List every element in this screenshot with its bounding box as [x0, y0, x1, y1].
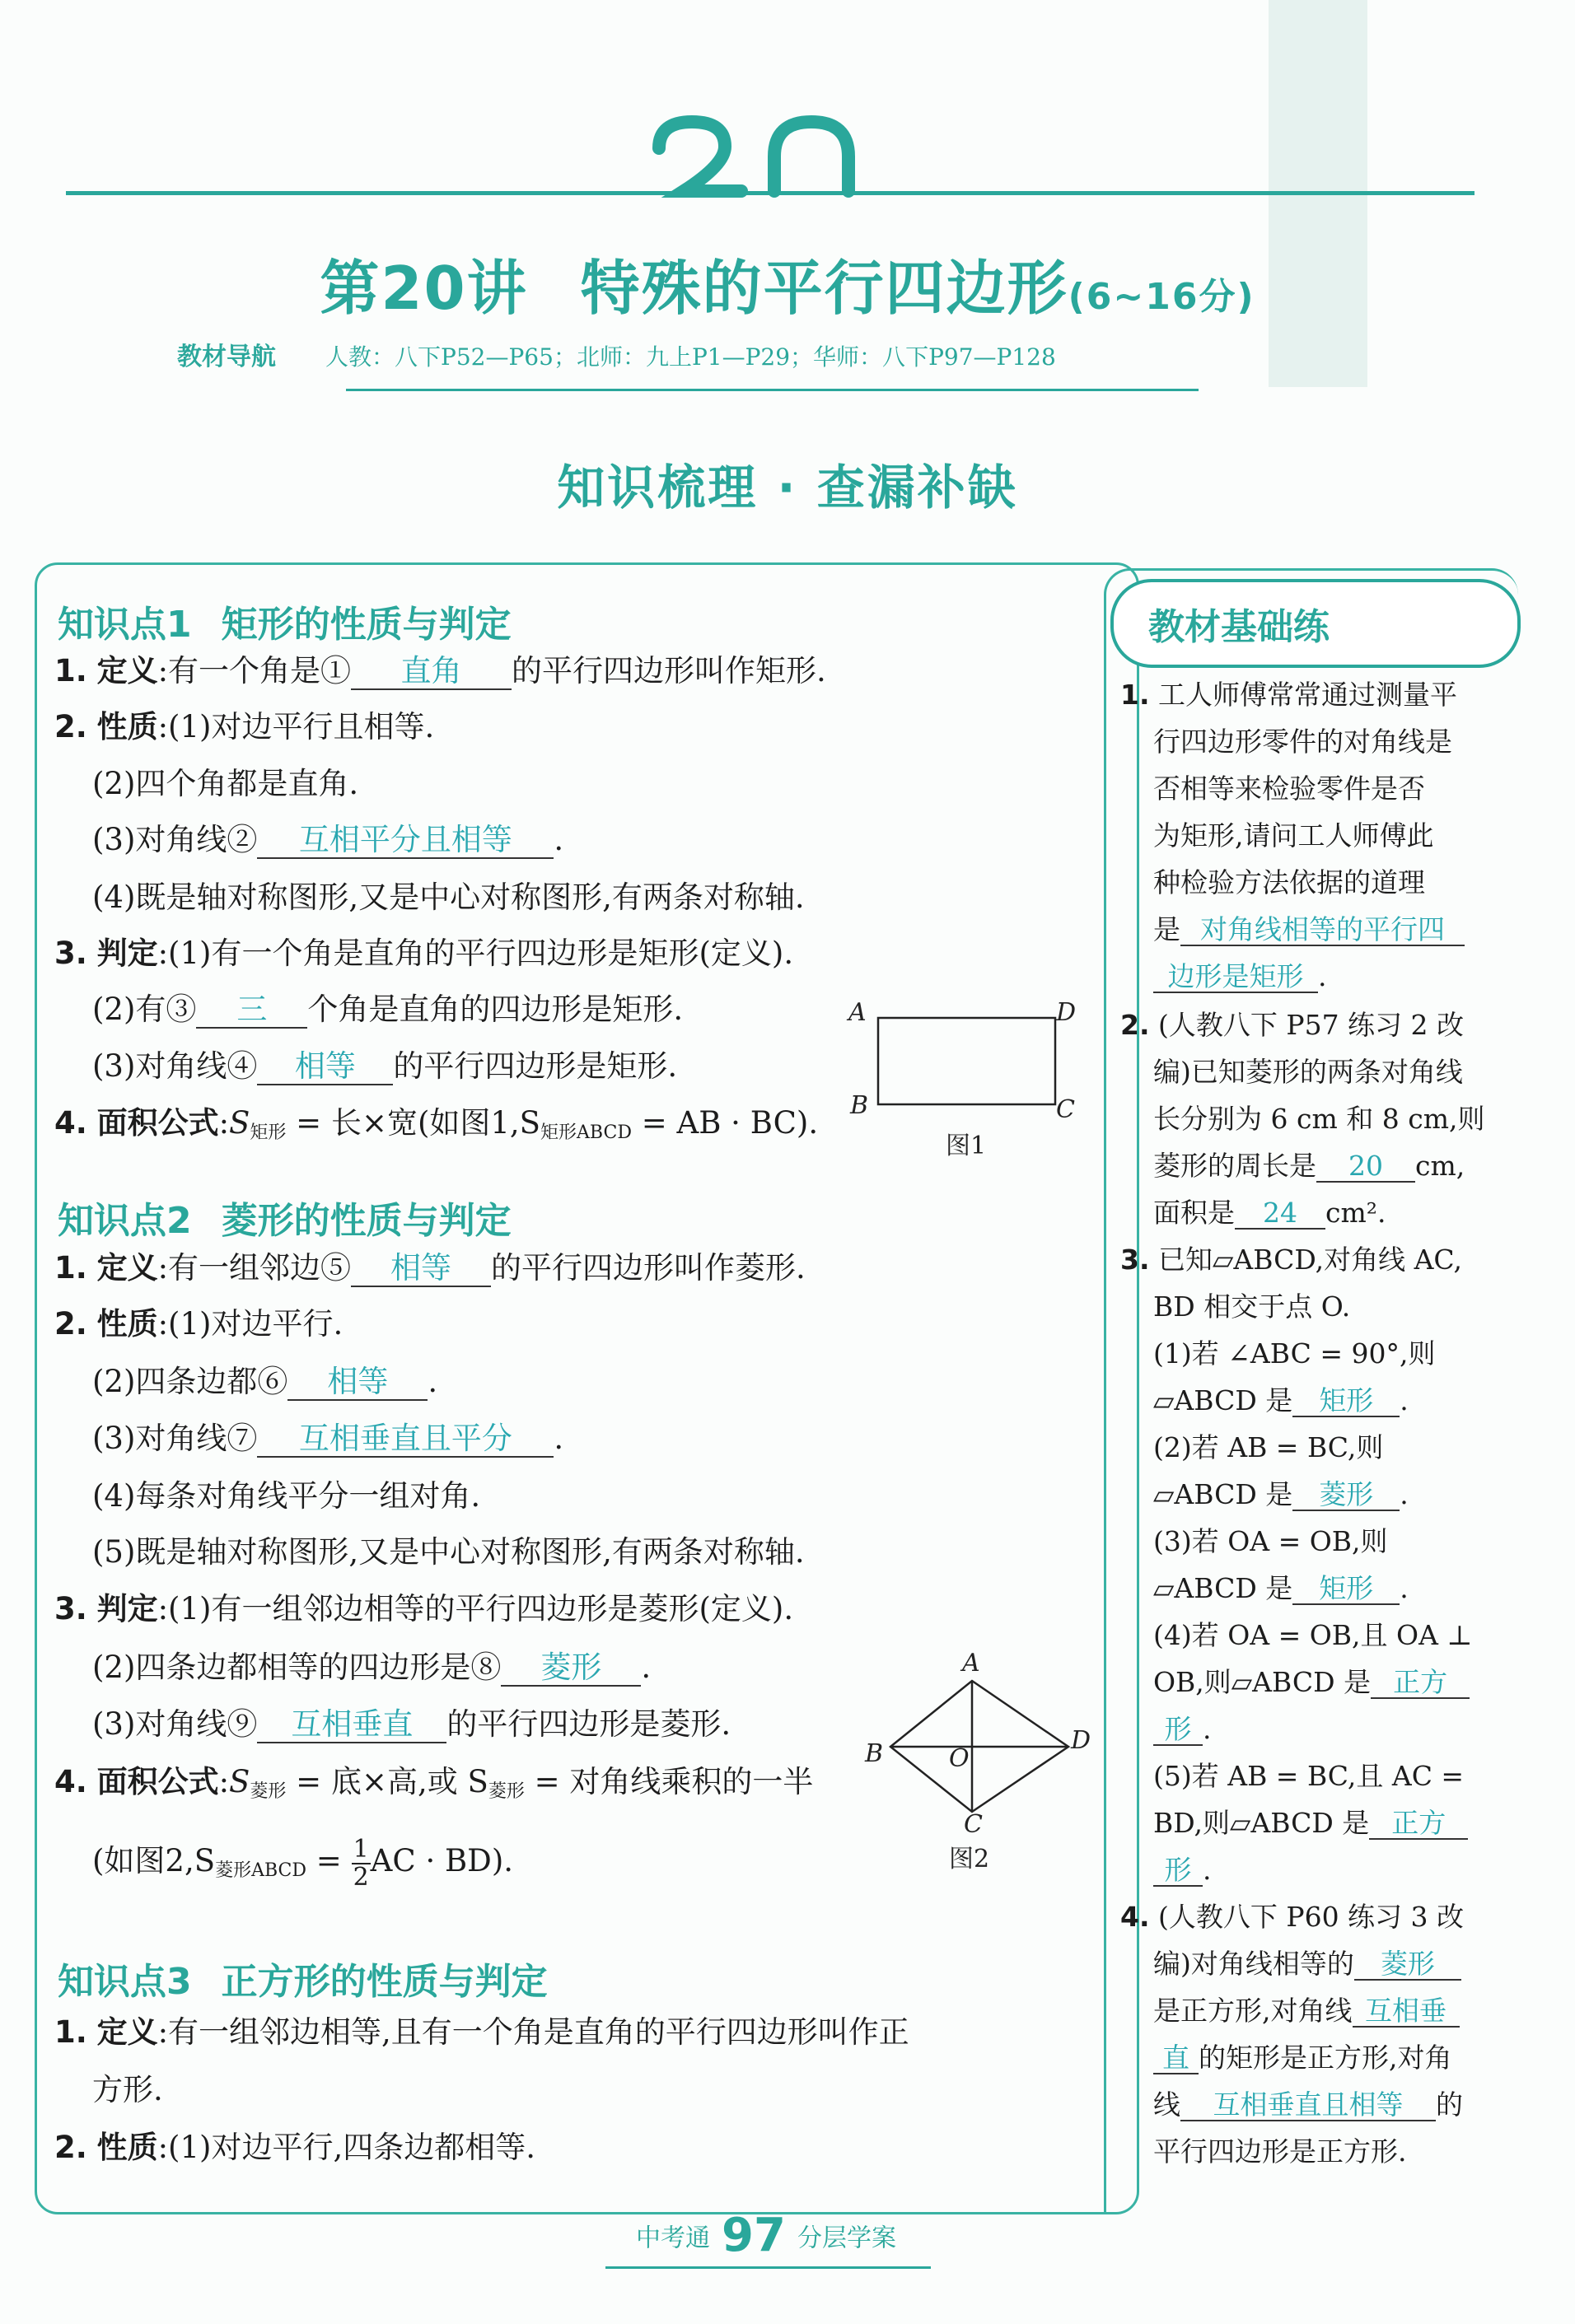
figure-1-rectangle: [873, 1013, 1063, 1112]
header-rule: [66, 191, 1475, 195]
fig2-label-a: A: [962, 1649, 980, 1678]
nav-rule: [346, 389, 1199, 391]
k3-line-1: 1. 定义:有一组邻边相等,且有一个角是直角的平行四边形叫作正: [54, 2014, 909, 2050]
answer-blank: 互相垂直: [257, 1708, 446, 1743]
q1-line-a: 1. 工人师傅常常通过测量平: [1120, 679, 1457, 711]
page-footer: [601, 2209, 931, 2262]
q3-line-i: (4)若 OA = OB,且 OA ⊥: [1153, 1619, 1473, 1651]
answer-blank: 互相平分且相等: [257, 824, 554, 859]
fig1-label-b: B: [850, 1091, 869, 1120]
q1-line-e: 种检验方法依据的道理: [1153, 866, 1425, 898]
q4-line-c: 是正方形,对角线 互相垂: [1153, 1996, 1516, 2028]
q3-line-h: ▱ABCD 是 矩形 .: [1153, 1572, 1409, 1604]
q2-line-d: 菱形的周长是 20 cm,: [1153, 1150, 1465, 1182]
answer-blank: 24: [1235, 1198, 1325, 1230]
answer-blank: 形: [1153, 1715, 1203, 1746]
fig1-caption: 图1: [946, 1132, 987, 1160]
q4-line-a: 4. (人教八下 P60 练习 3 改: [1120, 1901, 1465, 1933]
k2-line-5: (4)每条对角线平分一组对角.: [92, 1478, 481, 1514]
k2-line-3: (2)四条边都⑥ 相等 .: [92, 1364, 438, 1399]
k1-line-3: (2)四个角都是直角.: [92, 766, 359, 801]
figure-2-rhombus: [886, 1676, 1075, 1820]
chapter-title: [0, 240, 1575, 326]
k1-line-7: (2)有③ 三 个角是直角的四边形是矩形.: [92, 992, 684, 1027]
fig2-label-d: D: [1071, 1726, 1091, 1755]
answer-blank: 相等: [257, 1050, 393, 1085]
q1-line-b: 行四边形零件的对角线是: [1153, 726, 1452, 758]
answer-blank: 三: [196, 993, 307, 1029]
answer-blank: 边形是矩形: [1153, 962, 1318, 993]
k2-line-4: (3)对角线⑦ 互相垂直且平分 .: [92, 1421, 564, 1456]
fig1-label-c: C: [1056, 1095, 1075, 1124]
q3-line-e: (2)若 AB = BC,则: [1153, 1431, 1384, 1463]
k2-line-11: (如图2,S菱形ABCD = $\frac{1}{2}AC \cdot BD$).: [92, 1835, 514, 1892]
textbook-navigation: [177, 336, 1056, 372]
q3-line-d: ▱ABCD 是 矩形 .: [1153, 1384, 1409, 1416]
q1-line-d: 为矩形,请问工人师傅此: [1153, 819, 1434, 852]
page-number: 97: [722, 2209, 786, 2262]
footer-brand: 中考通: [636, 2224, 711, 2253]
answer-blank: 矩形: [1292, 1386, 1400, 1417]
chapter-name: 特殊的平行四边形: [580, 254, 1068, 323]
answer-blank: 相等: [287, 1365, 428, 1401]
q4-line-e: 线 互相垂直且相等 的: [1153, 2088, 1463, 2121]
q4-line-d: 直 的矩形是正方形,对角: [1153, 2043, 1516, 2074]
k2-line-9: (3)对角线⑨ 互相垂直 的平行四边形是菱形.: [92, 1706, 731, 1742]
fig2-label-o: O: [949, 1744, 970, 1773]
k2-line-2: 2. 性质:(1)对边平行.: [54, 1306, 344, 1342]
nav-text: 人教：八下P52—P65；北师：九上P1—P29；华师：八下P97—P128: [325, 343, 1056, 371]
exercise-title-pill: [1110, 579, 1521, 668]
answer-blank: 相等: [351, 1252, 491, 1287]
q1-line-c: 否相等来检验零件是否: [1153, 772, 1425, 805]
answer-blank: 互相垂直且相等: [1180, 2090, 1436, 2121]
answer-blank: 直: [1153, 2043, 1199, 2074]
answer-blank: 正方: [1371, 1668, 1470, 1699]
answer-blank: 菱形: [1354, 1949, 1461, 1981]
answer-blank: 对角线相等的平行四: [1180, 915, 1465, 946]
q3-line-b: BD 相交于点 O.: [1153, 1290, 1351, 1323]
k3-heading: 知识点3 正方形的性质与判定: [58, 1961, 548, 2003]
k2-line-6: (5)既是轴对称图形,又是中心对称图形,有两条对称轴.: [92, 1534, 805, 1570]
fig2-label-c: C: [964, 1810, 983, 1839]
q3-line-c: (1)若 ∠ABC = 90°,则: [1153, 1337, 1436, 1370]
k2-line-8: (2)四条边都相等的四边形是⑧ 菱形 .: [92, 1650, 652, 1685]
exercise-title: 教材基础练: [1148, 606, 1330, 648]
chapter-number: 第20讲: [320, 254, 528, 323]
k1-line-4: (3)对角线② 互相平分且相等 .: [92, 822, 564, 857]
answer-blank: 正方: [1369, 1808, 1468, 1840]
q2-line-c: 长分别为 6 cm 和 8 cm,则: [1153, 1103, 1485, 1135]
nav-label: 教材导航: [177, 343, 276, 371]
k1-line-8: (3)对角线④ 相等 的平行四边形是矩形.: [92, 1048, 678, 1084]
q3-line-g: (3)若 OA = OB,则: [1153, 1525, 1388, 1557]
answer-blank: 矩形: [1292, 1574, 1400, 1605]
k1-heading: 知识点1 矩形的性质与判定: [58, 604, 512, 646]
q4-line-b: 编)对角线相等的 菱形: [1153, 1949, 1516, 1981]
answer-blank: 菱形: [1292, 1480, 1400, 1511]
fig2-label-b: B: [865, 1739, 884, 1768]
k1-line-9: 4. 面积公式:S矩形 = 长×宽(如图1,S矩形ABCD = AB · BC).: [54, 1105, 819, 1143]
q4-line-f: 平行四边形是正方形.: [1153, 2135, 1407, 2168]
q3-line-a: 3. 已知▱ABCD,对角线 AC,: [1120, 1244, 1462, 1276]
q1-line-g: 边形是矩形 .: [1153, 962, 1516, 993]
q3-line-l: (5)若 AB = BC,且 AC =: [1153, 1760, 1465, 1792]
answer-blank: 直角: [351, 655, 512, 690]
answer-blank: 形: [1153, 1855, 1203, 1887]
fraction-one-half: $\frac{1}{2}$: [353, 1835, 369, 1892]
k1-line-5: (4)既是轴对称图形,又是中心对称图形,有两条对称轴.: [92, 880, 805, 915]
section-title: 知识梳理 · 查漏补缺: [557, 460, 1018, 516]
k3-line-2: 2. 性质:(1)对边平行,四条边都相等.: [54, 2130, 535, 2165]
q3-line-n: 形 .: [1153, 1855, 1516, 1887]
fig1-label-d: D: [1056, 998, 1077, 1027]
q2-line-e: 面积是 24 cm².: [1153, 1197, 1386, 1229]
footer-rule: [605, 2266, 931, 2269]
answer-blank: 20: [1316, 1151, 1415, 1183]
answer-blank: 互相垂直且平分: [257, 1422, 554, 1458]
answer-blank: 菱形: [501, 1651, 641, 1687]
q3-line-f: ▱ABCD 是 菱形 .: [1153, 1478, 1409, 1510]
footer-series: 分层学案: [797, 2224, 896, 2253]
q3-line-j: OB,则▱ABCD 是 正方: [1153, 1668, 1516, 1699]
fig2-caption: 图2: [949, 1845, 990, 1874]
k2-line-1: 1. 定义:有一组邻边⑤ 相等 的平行四边形叫作菱形.: [54, 1250, 806, 1286]
fig1-label-a: A: [848, 998, 867, 1027]
q1-line-f: 是 对角线相等的平行四: [1153, 915, 1516, 946]
q2-line-a: 2. (人教八下 P57 练习 2 改: [1120, 1009, 1465, 1041]
chapter-score: (6~16分): [1068, 276, 1255, 318]
q3-line-k: 形 .: [1153, 1715, 1516, 1746]
k2-heading: 知识点2 菱形的性质与判定: [58, 1200, 512, 1242]
k1-line-2: 2. 性质:(1)对边平行且相等.: [54, 709, 435, 744]
k1-line-6: 3. 判定:(1)有一个角是直角的平行四边形是矩形(定义).: [54, 936, 794, 971]
k1-line-1: 1. 定义:有一个角是① 直角 的平行四边形叫作矩形.: [54, 653, 826, 688]
k3-line-1b: 方形.: [92, 2072, 163, 2107]
k2-line-7: 3. 判定:(1)有一组邻边相等的平行四边形是菱形(定义).: [54, 1591, 794, 1626]
lecture-number-graphic: [651, 115, 898, 198]
q3-line-m: BD,则▱ABCD 是 正方: [1153, 1808, 1516, 1840]
big-number-text: 20: [651, 115, 652, 116]
k2-line-10: 4. 面积公式:S菱形 = 底×高,或 S菱形 = 对角线乘积的一半: [54, 1764, 814, 1802]
answer-blank: 互相垂: [1353, 1996, 1460, 2028]
q2-line-b: 编)已知菱形的两条对角线: [1153, 1056, 1463, 1088]
